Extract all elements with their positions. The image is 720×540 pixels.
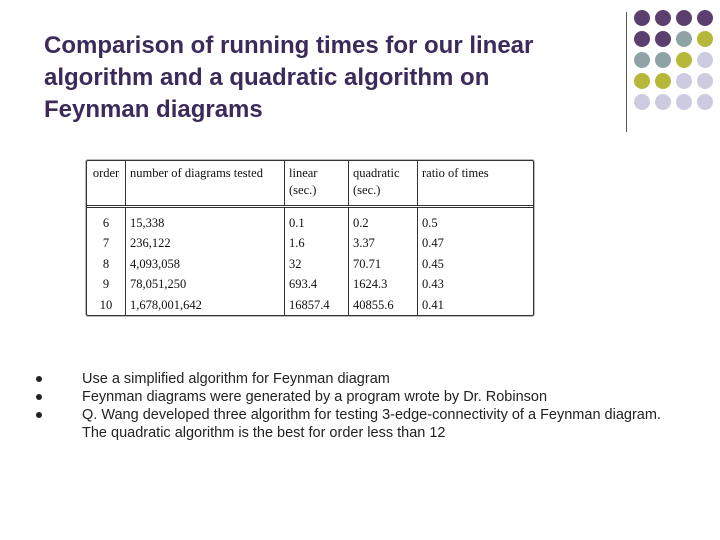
table-row [87,207,533,234]
decorative-dot [676,10,692,26]
cell-quadratic: 3.37 [349,233,418,253]
cell-ratio: 0.41 [418,295,534,316]
decorative-dot [655,73,671,89]
bullet-icon [36,412,42,418]
cell-diagrams: 4,093,058 [126,254,285,274]
cell-diagrams: 236,122 [126,233,285,253]
bullet-text: Use a simplified algorithm for Feynman diagram [82,371,390,387]
table-row [87,295,533,316]
cell-ratio: 0.43 [418,274,534,294]
bullet-text: Feynman diagrams were generated by a program wrote by Dr. Robinson [82,389,548,405]
table-row [87,274,533,294]
header-ratio: ratio of times [418,161,534,207]
header-quadratic [349,161,418,207]
decorative-dot [697,52,713,68]
header-order: order [92,166,120,180]
cell-quadratic: 1624.3 [349,274,418,294]
table-header-row [87,161,533,207]
decorative-dot [697,94,713,110]
cell-ratio: 0.45 [418,254,534,274]
decorative-dot [634,73,650,89]
running-times-table [86,160,534,316]
decorative-dot [634,31,650,47]
slide-title [44,30,614,126]
decorative-dot [655,52,671,68]
header-quadratic-text: quadratic (sec.) [353,166,400,197]
header-diagrams: number of diagrams tested [126,161,285,207]
decorative-dot [676,31,692,47]
cell-diagrams: 78,051,250 [126,274,285,294]
cell-diagrams: 1,678,001,642 [126,295,285,316]
list-item [36,388,676,406]
list-item [36,370,676,388]
cell-order: 10 [99,297,113,312]
table-row [87,233,533,253]
cell-linear: 693.4 [285,274,349,294]
cell-ratio: 0.47 [418,233,534,253]
bullet-text: Q. Wang developed three algorithm for testing 3-edge-connectivity of a Feynman diagram. The quadratic algorithm is the best for order less than 12 [82,407,661,441]
decorative-dot [634,52,650,68]
list-item [36,406,676,442]
decorative-dot [655,94,671,110]
vertical-divider [626,12,627,132]
title-line: Feynman diagrams [44,96,263,123]
decorative-dot [634,94,650,110]
title-line: Comparison of running times for our linear [44,32,534,59]
title-line: algorithm and a quadratic algorithm on [44,64,490,91]
cell-linear: 32 [285,254,349,274]
cell-ratio: 0.5 [418,207,534,234]
decorative-dot [676,73,692,89]
comparison-table [87,161,533,315]
decorative-dot [655,31,671,47]
header-linear-text: linear (sec.) [289,166,318,197]
table-body [87,207,533,316]
cell-quadratic: 0.2 [349,207,418,234]
cell-quadratic: 70.71 [349,254,418,274]
cell-diagrams: 15,338 [126,207,285,234]
cell-linear: 1.6 [285,233,349,253]
cell-order: 8 [102,256,110,271]
decorative-dot [697,73,713,89]
bullet-icon [36,376,42,382]
cell-order: 9 [102,277,110,292]
cell-linear: 16857.4 [285,295,349,316]
cell-quadratic: 40855.6 [349,295,418,316]
cell-order: 7 [102,236,110,251]
decorative-dot [634,10,650,26]
header-linear [285,161,349,207]
cell-linear: 0.1 [285,207,349,234]
bullet-list [36,370,676,442]
decorative-dot [655,10,671,26]
decorative-dot [697,31,713,47]
bullet-icon [36,394,42,400]
cell-order: 6 [102,215,110,230]
table-row [87,254,533,274]
decorative-dot [697,10,713,26]
decorative-dot [676,94,692,110]
decorative-dot [676,52,692,68]
